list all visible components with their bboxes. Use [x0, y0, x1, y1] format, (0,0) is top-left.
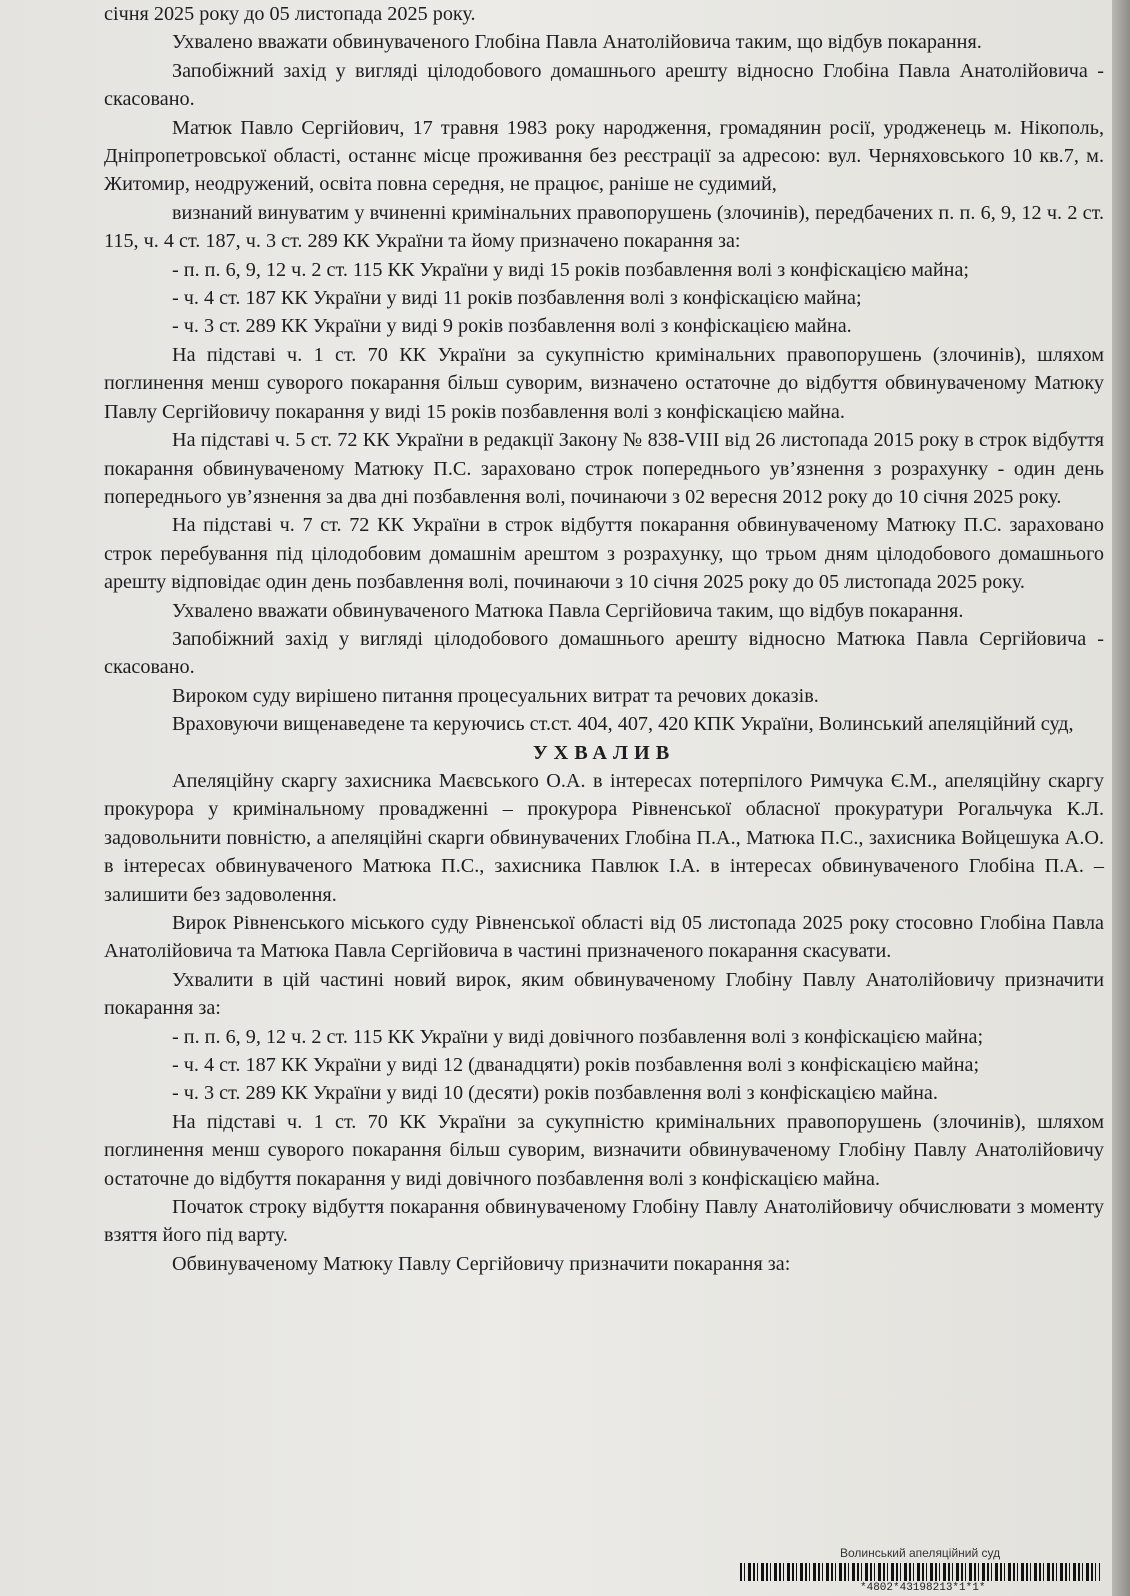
- barcode-caption: Волинський апеляційний суд: [840, 1546, 1001, 1560]
- paragraph: Ухвалити в цій частині новий вирок, яким обвинуваченому Глобіну Павлу Анатолійовичу призначити покарання за:: [104, 968, 1104, 1020]
- page-edge: [1112, 0, 1130, 1596]
- paragraph: Враховуючи вищенаведене та керуючись ст.ст. 404, 407, 420 КПК України, Волинський апеляційний суд,: [172, 713, 1074, 736]
- paragraph: Запобіжний захід у вигляді цілодобового домашнього арешту відносно Глобіна Павла Анатолійовича - скасовано.: [104, 59, 1104, 111]
- paragraph: Запобіжний захід у вигляді цілодобового домашнього арешту відносно Матюка Павла Сергійовича - скасовано.: [104, 627, 1104, 679]
- paragraph: На підставі ч. 1 ст. 70 КК України за сукупністю кримінальних правопорушень (злочинів), шляхом поглинення менш суворого покарання більш суворим, визначено остаточне до відбуття обвинуваченому Матюку Павлу Сергійовичу покарання у виді 15 років позбавлення волі з конфіскацією майна.: [104, 343, 1104, 423]
- paragraph: Ухвалено вважати обвинуваченого Глобіна Павла Анатолійовича таким, що відбув покарання.: [172, 31, 982, 54]
- barcode-number: *4802*43198213*1*1*: [860, 1582, 986, 1594]
- paragraph: - п. п. 6, 9, 12 ч. 2 ст. 115 КК України у виді довічного позбавлення волі з конфіскацією майна;: [172, 1025, 984, 1048]
- paragraph: Вироком суду вирішено питання процесуальних витрат та речових доказів.: [172, 684, 819, 707]
- paragraph: визнаний винуватим у вчиненні кримінальних правопорушень (злочинів), передбачених п. п. 6, 9, 12 ч. 2 ст. 115, ч. 4 ст. 187, ч. 3 ст. 289 КК України та йому призначено покарання за:: [104, 201, 1104, 253]
- paragraph: - ч. 3 ст. 289 КК України у виді 10 (десяти) років позбавлення волі з конфіскацією майна.: [172, 1082, 938, 1105]
- paragraph: - ч. 3 ст. 289 КК України у виді 9 років позбавлення волі з конфіскацією майна.: [172, 315, 852, 338]
- paragraph: - ч. 4 ст. 187 КК України у виді 12 (дванадцяти) років позбавлення волі з конфіскацією майна;: [172, 1054, 980, 1077]
- paragraph: На підставі ч. 5 ст. 72 КК України в редакції Закону № 838-VIII від 26 листопада 2015 року в строк відбуття покарання обвинуваченому Матюку П.С. зараховано строк попереднього ув’язнення з розрахунку - один день попереднього ув’язнення за два дні позбавлення волі, починаючи з 02 вересня 2012 року до 10 січня 2025 року.: [104, 429, 1104, 508]
- paragraph: На підставі ч. 7 ст. 72 КК України в строк відбуття покарання обвинуваченому Матюку П.С. зараховано строк перебування під цілодобовим домашнім арештом з розрахунку, що трьом дням цілодобового домашнього арешту відповідає один день позбавлення волі, починаючи з 10 січня 2025 року до 05 листопада 2025 року.: [104, 514, 1104, 594]
- barcode-stamp: [740, 1546, 1112, 1596]
- paragraph: січня 2025 року до 05 листопада 2025 року.: [104, 3, 476, 25]
- paragraph: Обвинуваченому Матюку Павлу Сергійовичу призначити покарання за:: [172, 1252, 791, 1275]
- paragraph: На підставі ч. 1 ст. 70 КК України за сукупністю кримінальних правопорушень (злочинів), шляхом поглинення менш суворого покарання більш суворим, визначити обвинуваченому Глобіну Павлу Анатолійовичу остаточне до відбуття покарання у виді довічного позбавлення волі з конфіскацією майна.: [104, 1110, 1104, 1190]
- paragraph: - п. п. 6, 9, 12 ч. 2 ст. 115 КК України у виді 15 років позбавлення волі з конфіскацією майна;: [172, 258, 970, 281]
- paragraph: Апеляційну скаргу захисника Маєвського О.А. в інтересах потерпілого Римчука Є.М., апеляційну скаргу прокурора у кримінальному провадженні – прокурора Рівненської обласної прокуратури Рогальчука К.Л. задовольнити повністю, а апеляційні скарги обвинувачених Глобіна П.А., Матюка П.С., захисника Войцешука А.О. в інтересах обвинуваченого Матюка П.С., захисника Павлюк І.А. в інтересах обвинуваченого Глобіна П.А. – залишити без задоволення.: [104, 769, 1104, 906]
- paragraph: - ч. 4 ст. 187 КК України у виді 11 років позбавлення волі з конфіскацією майна;: [172, 287, 862, 310]
- paragraph: Матюк Павло Сергійович, 17 травня 1983 року народження, громадянин росії, уродженець м. Нікополь, Дніпропетровської області, останнє місце проживання без реєстрації за адресою: вул. Черняховського 10 кв.7, м. Житомир, неодружений, освіта повна середня, не працює, раніше не судимий,: [104, 116, 1104, 196]
- document-body: [104, 0, 1104, 1278]
- section-heading: УХВАЛИВ: [532, 741, 676, 764]
- barcode-icon: [740, 1563, 1100, 1581]
- paragraph: Початок строку відбуття покарання обвинуваченому Глобіну Павлу Анатолійовичу обчислювати з моменту взяття його під варту.: [104, 1196, 1104, 1247]
- paragraph: Вирок Рівненського міського суду Рівненської області від 05 листопада 2025 року стосовно Глобіна Павла Анатолійовича та Матюка Павла Сергійовича в частині призначеного покарання скасувати.: [104, 912, 1104, 963]
- paragraph: Ухвалено вважати обвинуваченого Матюка Павла Сергійовича таким, що відбув покарання.: [172, 599, 964, 622]
